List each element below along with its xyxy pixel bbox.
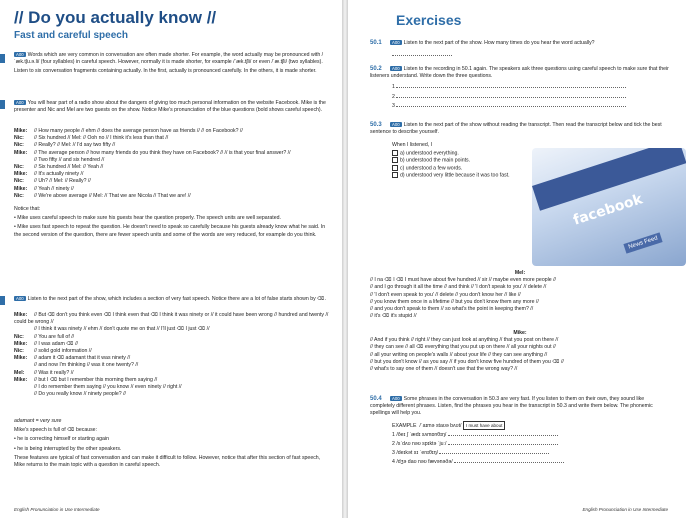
dialogue-line — [14, 171, 332, 178]
dialogue-text: // The average person // how many friends do you think they have on Facebook? // // is that your final answer? // — [34, 149, 291, 156]
checkbox[interactable] — [392, 157, 398, 163]
answer-line[interactable] — [396, 82, 626, 88]
exercise-50-2: 50.2 A00 Listen to the recording in 50.1 again. The speakers ask three questions using careful speech to make sure that their listeners understand. Write down the three questions. 1 2 3 — [370, 66, 669, 109]
transcript-mel — [370, 270, 670, 320]
dialogue-text: // You are full of // — [34, 333, 75, 340]
closing-block — [14, 418, 332, 471]
answer-line[interactable] — [454, 457, 564, 463]
section-1-text-2: Listen to six conversation fragments containing actually. In the first, actually is pronounced carefully. In the others, it is made shorter. — [14, 68, 317, 75]
dialogue-line — [14, 384, 332, 391]
speaker-label: Nic: — [14, 348, 24, 355]
page-title: // Do you actually know // — [14, 8, 217, 27]
answer-line[interactable] — [396, 92, 626, 98]
dialogue-text: // Yeah // ninety // — [34, 185, 74, 192]
dialogue-line — [14, 150, 332, 157]
note-item: • he is correcting himself or starting again — [14, 436, 109, 443]
dialogue-line — [14, 348, 332, 355]
audio-badge[interactable]: A00 — [16, 100, 24, 105]
section-1-text: Words which are very common in conversation are often made shorter. For example, the word actually may be pronounced with /ˈæk.tʃu.ə.li/ (four syllables) in careful speech. However, normally it is made shorter, for example /ˈæk.tʃli/ or even /ˈæ.tʃli/ (two syllables). — [14, 52, 324, 66]
audio-badge[interactable]: A00 — [16, 52, 24, 57]
phonemic-text: 4 /dʒə daʊ nəʊ fævənəðə/ — [392, 459, 455, 466]
news-feed-tab: News Feed — [623, 232, 663, 253]
phonemic-item — [392, 448, 670, 457]
audio-badge[interactable]: A00 — [392, 396, 400, 401]
section-2-text: You will hear part of a radio show about the dangers of giving too much personal information on the website Facebook. Mike is the presenter and Nic and Mel are two guests on the show. Notice Mike's pronunciation of the blue questions (bold shows careful speech). — [14, 100, 326, 114]
checkbox[interactable] — [392, 172, 398, 178]
option-a[interactable]: a) understood everything. — [392, 150, 532, 158]
speaker-label: Mike: — [14, 312, 28, 318]
mel-label: Mel: — [514, 270, 526, 276]
transcript-mike — [370, 330, 670, 373]
dialogue-line — [14, 157, 332, 164]
dialogue-line — [14, 370, 332, 377]
dialogue-line — [14, 142, 332, 149]
dialogue-line — [14, 355, 332, 362]
dialogue-text: // Six hundred // Mel: // Yeah // — [34, 164, 104, 171]
checkbox[interactable] — [392, 150, 398, 156]
section-marker-3 — [0, 296, 5, 305]
note-item: • Mike uses fast speech to repeat the question. He doesn't need to speak so carefully because his guests already know what he said. In the second version of the question, there are fewer speech units and some of the words are very reduced, for example do you think. — [14, 224, 326, 238]
dialogue-line — [14, 135, 332, 142]
mike-label: Mike: — [513, 330, 527, 336]
left-page — [0, 0, 342, 518]
audio-badge[interactable]: A00 — [392, 66, 400, 71]
audio-badge[interactable]: A00 — [392, 40, 400, 45]
dialogue-line — [14, 391, 332, 398]
exercise-50-3: 50.3 A00 Listen to the next part of the show without reading the transcript. Then read the transcript below and tick the best sentence to describe yourself. When I listened, I a) understood everything. b) understood the main points. c) understood a few words. d) understood very little because it was too fast. — [370, 122, 662, 179]
speaker-label: Mike: — [14, 171, 28, 178]
adamant-gloss: adamant = very sure — [14, 418, 62, 424]
speaker-label: Mel: — [14, 369, 25, 376]
answer-line[interactable] — [392, 50, 452, 56]
speaker-label: Nic: — [14, 192, 24, 199]
footer: English Pronunciation in Use Intermediate — [14, 507, 100, 512]
speaker-label: Nic: — [14, 164, 24, 171]
facebook-photo — [532, 148, 686, 266]
transcript-line: // And if you think // right // they can just look at anything // that you post on there // — [370, 337, 559, 344]
transcript-line: // 'I don't even speak to you' // delete // you don't know her // like // — [370, 291, 521, 298]
phonemic-text: 1 /ðeɪ ʃ ˈædɪ sʌmɒnθɪŋ/ — [392, 431, 448, 438]
transcript-line: // but you don't know // as you say // if you don't know five hundred of them you ⌫ // — [370, 358, 564, 365]
dialogue-text: // Do you really know // ninety people? // — [34, 391, 126, 398]
exercise-number: 50.4 — [370, 396, 382, 402]
answer-line[interactable] — [396, 101, 626, 107]
speaker-label: Nic: — [14, 333, 24, 340]
dialogue-line — [14, 164, 332, 171]
dialogue-line — [14, 377, 332, 384]
dialogue-text: // Uh? // Mel: // Really? // — [34, 178, 91, 185]
exercise-number: 50.2 — [370, 66, 382, 72]
exercise-number: 50.1 — [370, 40, 382, 46]
dialogue-text: // But ⌫ don't you think even ⌫ I think even that ⌫ I think it was ninety or // it could have been wrong // hundred and twenty // could be wrong // — [14, 312, 329, 326]
dialogue-text: // How many people // ehm // does the average person have as friends // // on Facebook? // — [34, 128, 243, 134]
audio-badge[interactable]: A00 — [16, 296, 24, 301]
exercises-title: Exercises — [396, 12, 462, 28]
section-1 — [14, 52, 332, 78]
dialogue-line — [14, 326, 332, 333]
when-listened: When I listened, I — [392, 142, 433, 149]
notice-2: Mike's speech is full of ⌫ because: — [14, 427, 98, 434]
dialogue-line — [14, 362, 332, 369]
transcript-line: // and I go through it all the time // and think // 'I don't speak to you' // delete // — [370, 284, 547, 291]
dialogue-text: // solid gold information // — [34, 348, 92, 355]
dialogue-text: // We're above average // Mel: // That we are Nicola // That we are! // — [34, 192, 191, 199]
option-b[interactable]: b) understood the main points. — [392, 157, 532, 165]
facebook-logo: facebook — [571, 191, 645, 229]
section-marker-2 — [0, 100, 5, 109]
exercise-50-4: 50.4 A00 Some phrases in the conversation in 50.3 are very fast. If you listen to them on their own, they sound like completely different phrases. Listen, find the phrases you hear in the transcript in 50.3 and write them below. The phonemic spellings will help you. EXAMPLE /ˈaɪmə staʊə bʌʊt/ I must have about 1 /ðeɪ ʃ ˈædɪ sʌmɒnθɪŋ/ 2 /sˈdʌʊ nəʊ spɪktə ˈjuː/ 3 /deɪkət sɪ ˈenɪθɪŋ/ 4 /dʒə daʊ nəʊ fævənəðə/ — [370, 396, 670, 467]
dialogue-1 — [14, 128, 332, 200]
right-page — [348, 0, 690, 518]
notice-label: Notice that: — [14, 206, 41, 212]
checkbox[interactable] — [392, 165, 398, 171]
transcript-line: // all your writing on people's walls // about your life // they can see anything // — [370, 351, 548, 358]
note-item: • Mike uses careful speech to make sure his guests hear the question properly. The speech units are well separated. — [14, 215, 281, 222]
footer: English Pronunciation in Use Intermediate — [582, 507, 668, 512]
dialogue-2 — [14, 312, 332, 398]
dialogue-text: // I do remember them saying // you know // even ninety // right // — [34, 384, 182, 391]
phonemic-text: 3 /deɪkət sɪ ˈenɪθɪŋ/ — [392, 450, 440, 457]
transcript-line: // you know them once in a lifetime // but you don't know them any more // — [370, 298, 539, 305]
option-d[interactable]: d) understood very little because it was too fast. — [392, 172, 532, 180]
section-3 — [14, 296, 332, 305]
dialogue-line — [14, 128, 332, 135]
dialogue-text: // I think it was ninety // ehm // don't quote me on that // I'll just ⌫ I just ⌫ // — [34, 326, 210, 333]
phonemic-item — [392, 430, 670, 439]
speaker-label: Mike: — [14, 149, 28, 156]
page-subtitle: Fast and careful speech — [14, 30, 128, 41]
notice-block — [14, 206, 332, 241]
transcript-line: // they can see // all ⌫ everything that you put up on there // all your nights out // — [370, 344, 556, 351]
audio-badge[interactable]: A00 — [392, 122, 400, 127]
answer-line[interactable] — [448, 439, 558, 445]
dialogue-text: // It's actually ninety // — [34, 171, 84, 178]
transcript-line: // and you don't speak to them // so what's the point in keeping them? // — [370, 306, 534, 313]
answer-line[interactable] — [448, 430, 558, 436]
dialogue-text: // Two fifty // and six hendred // — [34, 156, 105, 163]
section-2 — [14, 100, 332, 116]
dialogue-text: // Was it really? // — [34, 369, 74, 376]
closing-text: These features are typical of fast conversation and can make it difficult to follow. However, notice that after this section of fast speech, Mike returns to the main topic with a question in careful speech. — [14, 454, 321, 469]
section-3-text: Listen to the next part of the show, which includes a section of very fast speech. Notice there are a lot of false starts shown by ⌫. — [27, 296, 326, 302]
dialogue-text: // but I ⌫ but I remember this morning them saying // — [34, 376, 158, 383]
dialogue-line — [14, 341, 332, 348]
option-c[interactable]: c) understood a few words. — [392, 165, 532, 173]
speaker-label: Nic: — [14, 135, 24, 142]
exercise-number: 50.3 — [370, 122, 382, 128]
dialogue-text: // I was adam ⌫ // — [34, 340, 78, 347]
exercise-50-1: 50.1 A00 Listen to the next part of the show. How many times do you hear the word actually? — [370, 40, 670, 59]
transcript-line: // I na ⌫ I ⌫ I must have about five hundred // sir // maybe even more people // — [370, 277, 556, 284]
transcript-line: // what's to say one of them // doesn't use that the wrong way? // — [370, 366, 518, 373]
dialogue-text: // Six hundred // Mel: // Ooh no // I think it's less than that // — [34, 135, 169, 142]
dialogue-line — [14, 334, 332, 341]
speaker-label: Mike: — [14, 185, 28, 192]
speaker-label: Nic: — [14, 178, 24, 185]
transcript-line: // it's ⌫ it's stupid // — [370, 313, 417, 320]
phonemic-text: 2 /sˈdʌʊ nəʊ spɪktə ˈjuː/ — [392, 441, 448, 448]
dialogue-line — [14, 312, 332, 326]
answer-line[interactable] — [439, 448, 549, 454]
dialogue-line — [14, 178, 332, 185]
speaker-label: Nic: — [14, 142, 24, 149]
example-row: EXAMPLE /ˈaɪmə staʊə bʌʊt/ I must have about — [392, 421, 670, 430]
dialogue-text: // adam it ⌫ adamant that it was ninety // — [34, 355, 131, 362]
phonemic-item — [392, 457, 670, 466]
phonemic-item — [392, 439, 670, 448]
speaker-label: Mike: — [14, 340, 28, 347]
speaker-label: Mike: — [14, 355, 28, 362]
speaker-label: Mike: — [14, 376, 28, 383]
speaker-label: Mike: — [14, 128, 28, 134]
dialogue-line — [14, 186, 332, 193]
dialogue-text: // and now I'm thinking // was it one twenty? // — [34, 362, 139, 369]
dialogue-text: // Really? // Mel: // I'd say two fifty // — [34, 142, 116, 149]
section-marker-1 — [0, 54, 5, 63]
dialogue-line — [14, 193, 332, 200]
note-item: • he is being interrupted by the other speakers. — [14, 445, 122, 452]
